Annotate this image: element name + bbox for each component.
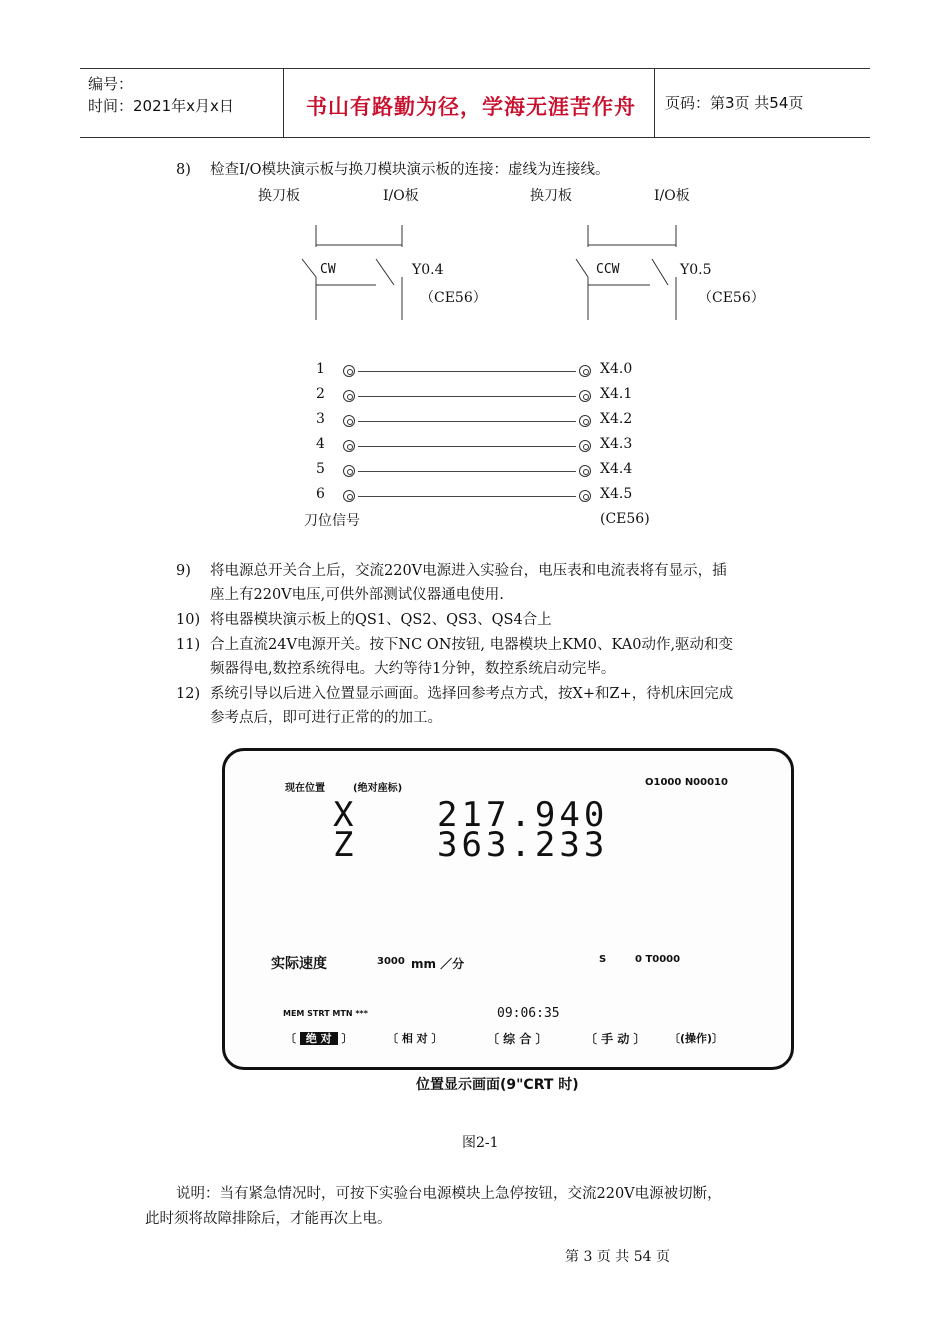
diagram-right-signal: CCW: [596, 262, 620, 277]
crt-title: 现在位置: [285, 783, 325, 794]
note-line2: 此时须将故障排除后，才能再次上电。: [145, 1211, 392, 1227]
crt-clock: 09:06:35: [497, 1006, 560, 1021]
pin-right-label: X4.0: [600, 361, 633, 377]
connection-wire: [358, 496, 576, 497]
connection-wire: [358, 446, 576, 447]
crt-x-value: 217.940: [437, 795, 609, 835]
crt-caption: 位置显示画面(9"CRT 时): [416, 1077, 579, 1093]
diagram-left-board-label: 换刀板: [258, 188, 300, 204]
pin-left-number: 3: [316, 411, 325, 427]
softkey-manual[interactable]: 〔 手 动 〕: [585, 1032, 646, 1046]
terminal-icon: [579, 490, 591, 502]
figure-caption: 图2-1: [462, 1135, 499, 1151]
step-text-line1: 系统引导以后进入位置显示画面。选择回参考点方式，按X+和Z+，待机床回完成: [210, 686, 734, 702]
header-number: 编号：: [88, 75, 134, 93]
step-10: [176, 608, 816, 632]
note-line1: 说明：当有紧急情况时，可按下实验台电源模块上急停按钮，交流220V电源被切断，: [176, 1186, 722, 1202]
crt-speed-unit: mm ／分: [411, 957, 465, 971]
crt-position-screen: [222, 748, 794, 1070]
pin-left-number: 2: [316, 386, 325, 402]
diagram-left-signal: CW: [320, 262, 336, 277]
terminal-icon: [343, 490, 355, 502]
step-8: [176, 158, 816, 182]
step-text: 检查I/O模块演示板与换刀模块演示板的连接：虚线为连接线。: [210, 162, 610, 178]
crt-s-label: S: [599, 954, 607, 965]
step-11: [176, 633, 816, 681]
step-text-line2: 频器得电,数控系统得电。大约等待1分钟，数控系统启动完毕。: [210, 661, 616, 677]
crt-s-value: 0 T0000: [635, 954, 681, 965]
page-footer: 第 3 页 共 54 页: [565, 1249, 670, 1265]
crt-program-number: O1000 N00010: [645, 777, 728, 788]
pin-right-label: X4.3: [600, 436, 633, 452]
diagram-right-ce: （CE56）: [698, 290, 765, 306]
terminal-icon: [579, 365, 591, 377]
terminal-icon: [579, 415, 591, 427]
pin-left-number: 4: [316, 436, 325, 452]
diagram-right-board-label: 换刀板: [530, 188, 572, 204]
diagram-left-io-label: I/O板: [383, 188, 419, 204]
header-meta: [88, 73, 234, 117]
crt-x-label: X: [333, 795, 358, 835]
header-page-number: 页码：第3页 共54页: [665, 94, 804, 112]
connection-wire: [358, 396, 576, 397]
pin-right-label: X4.1: [600, 386, 633, 402]
pin-left-number: 1: [316, 361, 325, 377]
step-text-line1: 合上直流24V电源开关。按下NC ON按钮, 电器模块上KM0、KA0动作,驱动和变: [210, 637, 734, 653]
pin-right-label: X4.5: [600, 486, 633, 502]
pin-right-label: X4.4: [600, 461, 633, 477]
step-number: 8): [176, 162, 191, 178]
connection-wire: [358, 371, 576, 372]
terminal-icon: [343, 415, 355, 427]
step-number: 11): [176, 637, 201, 653]
step-number: 12): [176, 686, 201, 702]
pin-left-number: 6: [316, 486, 325, 502]
softkey-relative[interactable]: 〔 相 对 〕: [387, 1032, 443, 1045]
switch-wiring-diagram: [290, 215, 710, 325]
terminal-icon: [579, 390, 591, 402]
connection-wire: [358, 421, 576, 422]
softkey-absolute-label: 绝 对: [300, 1032, 338, 1045]
softkey-operation[interactable]: 〔(操作)〕: [669, 1032, 724, 1045]
step-text-line2: 参考点后，即可进行正常的的加工。: [210, 710, 442, 726]
page-header: [80, 68, 870, 138]
terminal-icon: [579, 440, 591, 452]
crt-subtitle: (绝对座标): [353, 783, 403, 794]
step-text-line1: 将电源总开关合上后，交流220V电源进入实验台，电压表和电流表将有显示，插: [210, 563, 727, 579]
step-number: 9): [176, 563, 191, 579]
crt-status: MEM STRT MTN ***: [283, 1009, 368, 1018]
diagram-left-ce: （CE56）: [420, 290, 487, 306]
terminal-icon: [343, 390, 355, 402]
connection-wire: [358, 471, 576, 472]
crt-z-value: 363.233: [437, 825, 609, 865]
pins-caption-right: (CE56): [600, 511, 650, 527]
terminal-icon: [579, 465, 591, 477]
terminal-icon: [343, 365, 355, 377]
step-12: [176, 682, 816, 730]
crt-speed-value: 3000: [377, 956, 405, 967]
pin-right-label: X4.2: [600, 411, 633, 427]
crt-z-label: Z: [333, 825, 358, 865]
step-text: 将电器模块演示板上的QS1、QS2、QS3、QS4合上: [210, 612, 552, 628]
crt-speed-label: 实际速度: [271, 956, 327, 972]
diagram-left-output: Y0.4: [412, 262, 444, 278]
terminal-icon: [343, 440, 355, 452]
header-motto: 书山有路勤为径，学海无涯苦作舟: [306, 95, 636, 119]
softkey-absolute[interactable]: 〔 绝 对 〕: [285, 1032, 353, 1045]
terminal-icon: [343, 465, 355, 477]
step-number: 10): [176, 612, 201, 628]
pin-left-number: 5: [316, 461, 325, 477]
header-time: 时间：2021年x月x日: [88, 97, 234, 115]
softkey-overall[interactable]: 〔 综 合 〕: [487, 1032, 548, 1046]
diagram-right-output: Y0.5: [680, 262, 712, 278]
diagram-right-io-label: I/O板: [654, 188, 690, 204]
step-text-line2: 座上有220V电压,可供外部测试仪器通电使用.: [210, 587, 504, 603]
pins-caption-left: 刀位信号: [304, 513, 360, 529]
step-9: [176, 559, 816, 607]
